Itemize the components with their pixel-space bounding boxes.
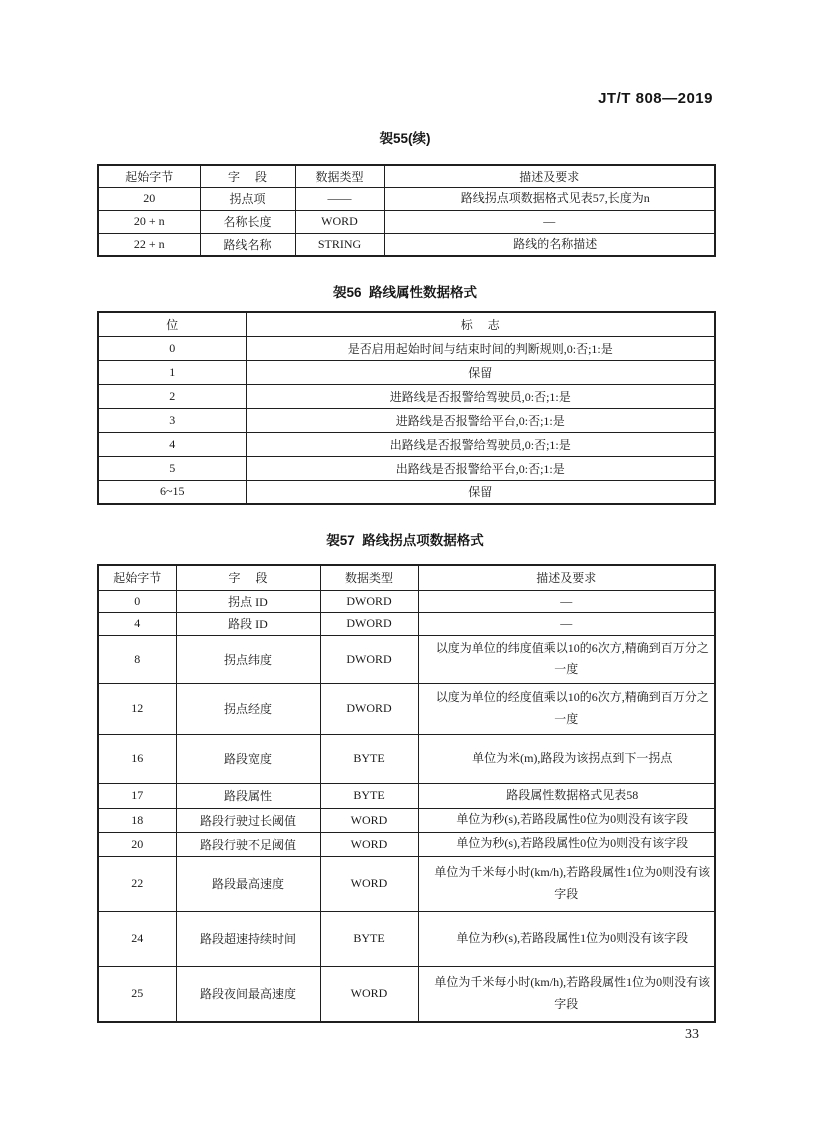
column-header-field: 字 段 xyxy=(176,565,320,590)
cell-description: — xyxy=(384,210,715,233)
column-header-field: 字 段 xyxy=(200,165,295,187)
cell-description: 路段属性数据格式见表58 xyxy=(418,783,715,808)
column-header-start-byte: 起始字节 xyxy=(98,565,176,590)
cell-field: 路段行驶过长阈值 xyxy=(176,808,320,832)
table-56-title: 袈56 路线属性数据格式 xyxy=(332,285,478,300)
cell-description: 单位为千米每小时(km/h),若路段属性1位为0则没有该字段 xyxy=(418,966,715,1022)
cell-start-byte: 20 xyxy=(98,187,200,210)
cell-bit: 1 xyxy=(98,360,246,384)
document-code: JT/T 808—2019 xyxy=(598,90,713,107)
cell-data-type: BYTE xyxy=(320,783,418,808)
cell-flag: 进路线是否报警给驾驶员,0:否;1:是 xyxy=(246,384,715,408)
cell-field: 路段超速持续时间 xyxy=(176,911,320,966)
column-header-bit: 位 xyxy=(98,312,246,336)
cell-start-byte: 0 xyxy=(98,590,176,613)
table-row xyxy=(98,408,715,432)
cell-data-type: DWORD xyxy=(320,683,418,734)
table-row xyxy=(98,480,715,504)
table-57-turn-point-items xyxy=(97,564,716,1023)
column-header-description: 描述及要求 xyxy=(384,165,715,187)
cell-description: — xyxy=(418,590,715,613)
cell-data-type: DWORD xyxy=(320,590,418,613)
table-row xyxy=(98,808,715,832)
cell-bit: 2 xyxy=(98,384,246,408)
cell-data-type: BYTE xyxy=(320,734,418,783)
table-row xyxy=(98,683,715,734)
cell-data-type: —— xyxy=(295,187,384,210)
cell-start-byte: 17 xyxy=(98,783,176,808)
table-row xyxy=(98,233,715,256)
table-57-title: 袈57 路线拐点项数据格式 xyxy=(326,533,484,548)
cell-field: 拐点 ID xyxy=(176,590,320,613)
cell-start-byte: 20 + n xyxy=(98,210,200,233)
cell-start-byte: 4 xyxy=(98,613,176,636)
table-row xyxy=(98,360,715,384)
cell-data-type: STRING xyxy=(295,233,384,256)
cell-field: 路段夜间最高速度 xyxy=(176,966,320,1022)
cell-description: 单位为秒(s),若路段属性0位为0则没有该字段 xyxy=(418,808,715,832)
cell-description: — xyxy=(418,613,715,636)
cell-description: 单位为秒(s),若路段属性0位为0则没有该字段 xyxy=(418,832,715,856)
cell-start-byte: 22 xyxy=(98,856,176,911)
cell-field: 路段 ID xyxy=(176,613,320,636)
cell-field: 拐点经度 xyxy=(176,683,320,734)
page-number: 33 xyxy=(685,1027,699,1042)
cell-description: 路线拐点项数据格式见表57,长度为n xyxy=(384,187,715,210)
cell-bit: 0 xyxy=(98,336,246,360)
cell-start-byte: 20 xyxy=(98,832,176,856)
cell-start-byte: 25 xyxy=(98,966,176,1022)
cell-description: 单位为米(m),路段为该拐点到下一拐点 xyxy=(418,734,715,783)
table-header-row xyxy=(98,565,715,590)
cell-description: 以度为单位的纬度值乘以10的6次方,精确到百万分之一度 xyxy=(418,635,715,683)
table-row xyxy=(98,856,715,911)
cell-field: 路段属性 xyxy=(176,783,320,808)
cell-field: 拐点纬度 xyxy=(176,635,320,683)
table-row xyxy=(98,734,715,783)
cell-field: 拐点项 xyxy=(200,187,295,210)
table-row xyxy=(98,187,715,210)
cell-flag: 出路线是否报警给平台,0:否;1:是 xyxy=(246,456,715,480)
column-header-flag: 标 志 xyxy=(246,312,715,336)
column-header-description: 描述及要求 xyxy=(418,565,715,590)
cell-data-type: WORD xyxy=(295,210,384,233)
table-row xyxy=(98,911,715,966)
table-row xyxy=(98,210,715,233)
cell-start-byte: 12 xyxy=(98,683,176,734)
cell-data-type: WORD xyxy=(320,832,418,856)
column-header-start-byte: 起始字节 xyxy=(98,165,200,187)
table-row xyxy=(98,966,715,1022)
cell-data-type: BYTE xyxy=(320,911,418,966)
table-55-title: 袈55(续) xyxy=(379,131,431,146)
cell-description: 以度为单位的经度值乘以10的6次方,精确到百万分之一度 xyxy=(418,683,715,734)
cell-start-byte: 18 xyxy=(98,808,176,832)
cell-data-type: WORD xyxy=(320,856,418,911)
cell-flag: 进路线是否报警给平台,0:否;1:是 xyxy=(246,408,715,432)
cell-start-byte: 16 xyxy=(98,734,176,783)
table-row xyxy=(98,832,715,856)
table-55-continued xyxy=(97,164,716,257)
cell-start-byte: 24 xyxy=(98,911,176,966)
table-56-route-attributes xyxy=(97,311,716,505)
cell-flag: 保留 xyxy=(246,480,715,504)
column-header-data-type: 数据类型 xyxy=(295,165,384,187)
table-row xyxy=(98,590,715,613)
cell-data-type: DWORD xyxy=(320,635,418,683)
cell-description: 路线的名称描述 xyxy=(384,233,715,256)
cell-description: 单位为千米每小时(km/h),若路段属性1位为0则没有该字段 xyxy=(418,856,715,911)
column-header-data-type: 数据类型 xyxy=(320,565,418,590)
table-row xyxy=(98,635,715,683)
table-row xyxy=(98,336,715,360)
cell-flag: 出路线是否报警给驾驶员,0:否;1:是 xyxy=(246,432,715,456)
cell-field: 路线名称 xyxy=(200,233,295,256)
table-row xyxy=(98,613,715,636)
cell-flag: 保留 xyxy=(246,360,715,384)
table-header-row xyxy=(98,165,715,187)
cell-field: 路段最高速度 xyxy=(176,856,320,911)
cell-bit: 3 xyxy=(98,408,246,432)
cell-data-type: WORD xyxy=(320,966,418,1022)
table-row xyxy=(98,384,715,408)
cell-field: 路段宽度 xyxy=(176,734,320,783)
table-row xyxy=(98,432,715,456)
table-row xyxy=(98,456,715,480)
cell-start-byte: 8 xyxy=(98,635,176,683)
cell-data-type: WORD xyxy=(320,808,418,832)
cell-bit: 6~15 xyxy=(98,480,246,504)
cell-flag: 是否启用起始时间与结束时间的判断规则,0:否;1:是 xyxy=(246,336,715,360)
table-header-row xyxy=(98,312,715,336)
cell-start-byte: 22 + n xyxy=(98,233,200,256)
cell-field: 名称长度 xyxy=(200,210,295,233)
table-row xyxy=(98,783,715,808)
cell-bit: 5 xyxy=(98,456,246,480)
cell-description: 单位为秒(s),若路段属性1位为0则没有该字段 xyxy=(418,911,715,966)
cell-data-type: DWORD xyxy=(320,613,418,636)
cell-bit: 4 xyxy=(98,432,246,456)
cell-field: 路段行驶不足阈值 xyxy=(176,832,320,856)
